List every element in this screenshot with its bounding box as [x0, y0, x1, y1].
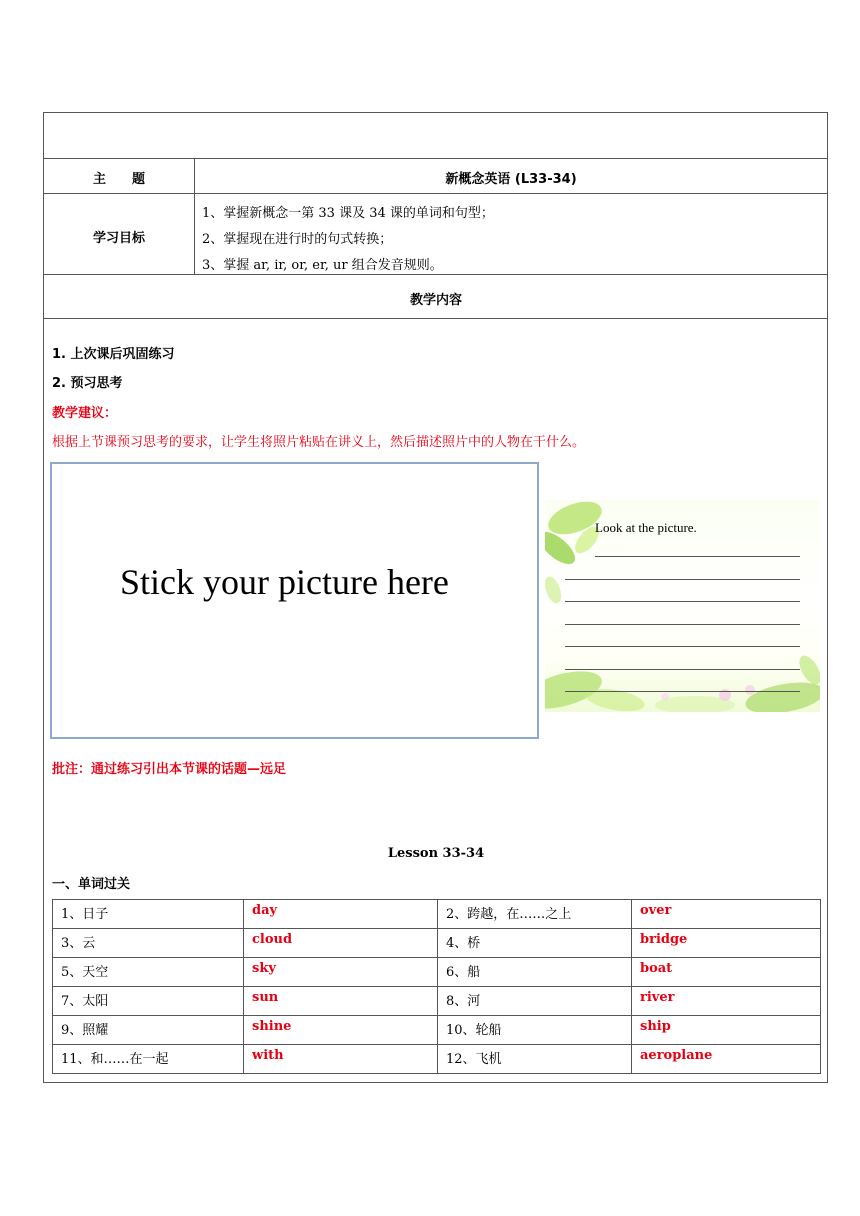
vocab-en: sky [244, 958, 438, 987]
vocab-cn: 8、河 [438, 987, 632, 1016]
vocab-cn: 11、和……在一起 [53, 1045, 244, 1074]
look-picture-title: Look at the picture. [595, 520, 697, 535]
objectives-label: 学习目标 [92, 231, 145, 246]
vocab-en: boat [632, 958, 821, 987]
vocab-en: over [632, 900, 821, 929]
writing-line [565, 646, 800, 647]
vocab-cn: 7、太阳 [53, 987, 244, 1016]
vocab-en: with [244, 1045, 438, 1074]
topic-label: 主 题 [92, 172, 145, 187]
lesson-title: Lesson 33-34 [387, 846, 485, 861]
vocab-cn: 10、轮船 [438, 1016, 632, 1045]
vocab-en: bridge [632, 929, 821, 958]
note-text: 批注：通过练习引出本节课的话题—远足 [52, 762, 287, 777]
vocab-en: day [244, 900, 438, 929]
vocab-cn: 2、跨越，在……之上 [438, 900, 632, 929]
vocab-en: aeroplane [632, 1045, 821, 1074]
vocab-cn: 5、天空 [53, 958, 244, 987]
vocab-cn: 3、云 [53, 929, 244, 958]
picture-placeholder-text: Stick your picture here [120, 562, 449, 602]
vocab-cn: 9、照耀 [53, 1016, 244, 1045]
writing-line [565, 669, 800, 670]
vocab-cn: 6、船 [438, 958, 632, 987]
writing-line [565, 624, 800, 625]
divider [43, 158, 828, 159]
vocab-en: shine [244, 1016, 438, 1045]
writing-line [595, 556, 800, 557]
vocab-cn: 1、日子 [53, 900, 244, 929]
writing-line [565, 601, 800, 602]
picture-placeholder [50, 462, 539, 739]
table-row [53, 1016, 821, 1045]
writing-line [565, 579, 800, 580]
table-row [53, 958, 821, 987]
section-review: 1. 上次课后巩固练习 [52, 347, 175, 362]
vocab-table [52, 899, 821, 1074]
vocab-en: river [632, 987, 821, 1016]
vocab-en: sun [244, 987, 438, 1016]
vocab-title: 一、单词过关 [52, 877, 131, 892]
objective-item: 2、掌握现在进行时的句式转换； [202, 232, 393, 247]
content-heading: 教学内容 [409, 293, 462, 308]
divider [43, 274, 828, 275]
table-row [53, 987, 821, 1016]
divider [43, 318, 828, 319]
vocab-en: cloud [244, 929, 438, 958]
vocab-cn: 4、桥 [438, 929, 632, 958]
vocab-en: ship [632, 1016, 821, 1045]
suggestion-text: 根据上节课预习思考的要求，让学生将照片粘贴在讲义上，然后描述照片中的人物在干什么。 [52, 435, 586, 450]
table-row [53, 1045, 821, 1074]
objective-item: 1、掌握新概念一第 33 课及 34 课的单词和句型； [202, 206, 494, 221]
look-picture-card [545, 500, 820, 712]
section-preview: 2. 预习思考 [52, 376, 123, 391]
topic-value: 新概念英语 (L33-34) [445, 172, 577, 187]
writing-line [565, 691, 800, 692]
vocab-cn: 12、飞机 [438, 1045, 632, 1074]
objective-item: 3、掌握 ar, ir, or, er, ur 组合发音规则。 [202, 258, 443, 273]
divider [43, 193, 828, 194]
table-row [53, 929, 821, 958]
table-row [53, 900, 821, 929]
suggestion-label: 教学建议： [52, 406, 118, 421]
